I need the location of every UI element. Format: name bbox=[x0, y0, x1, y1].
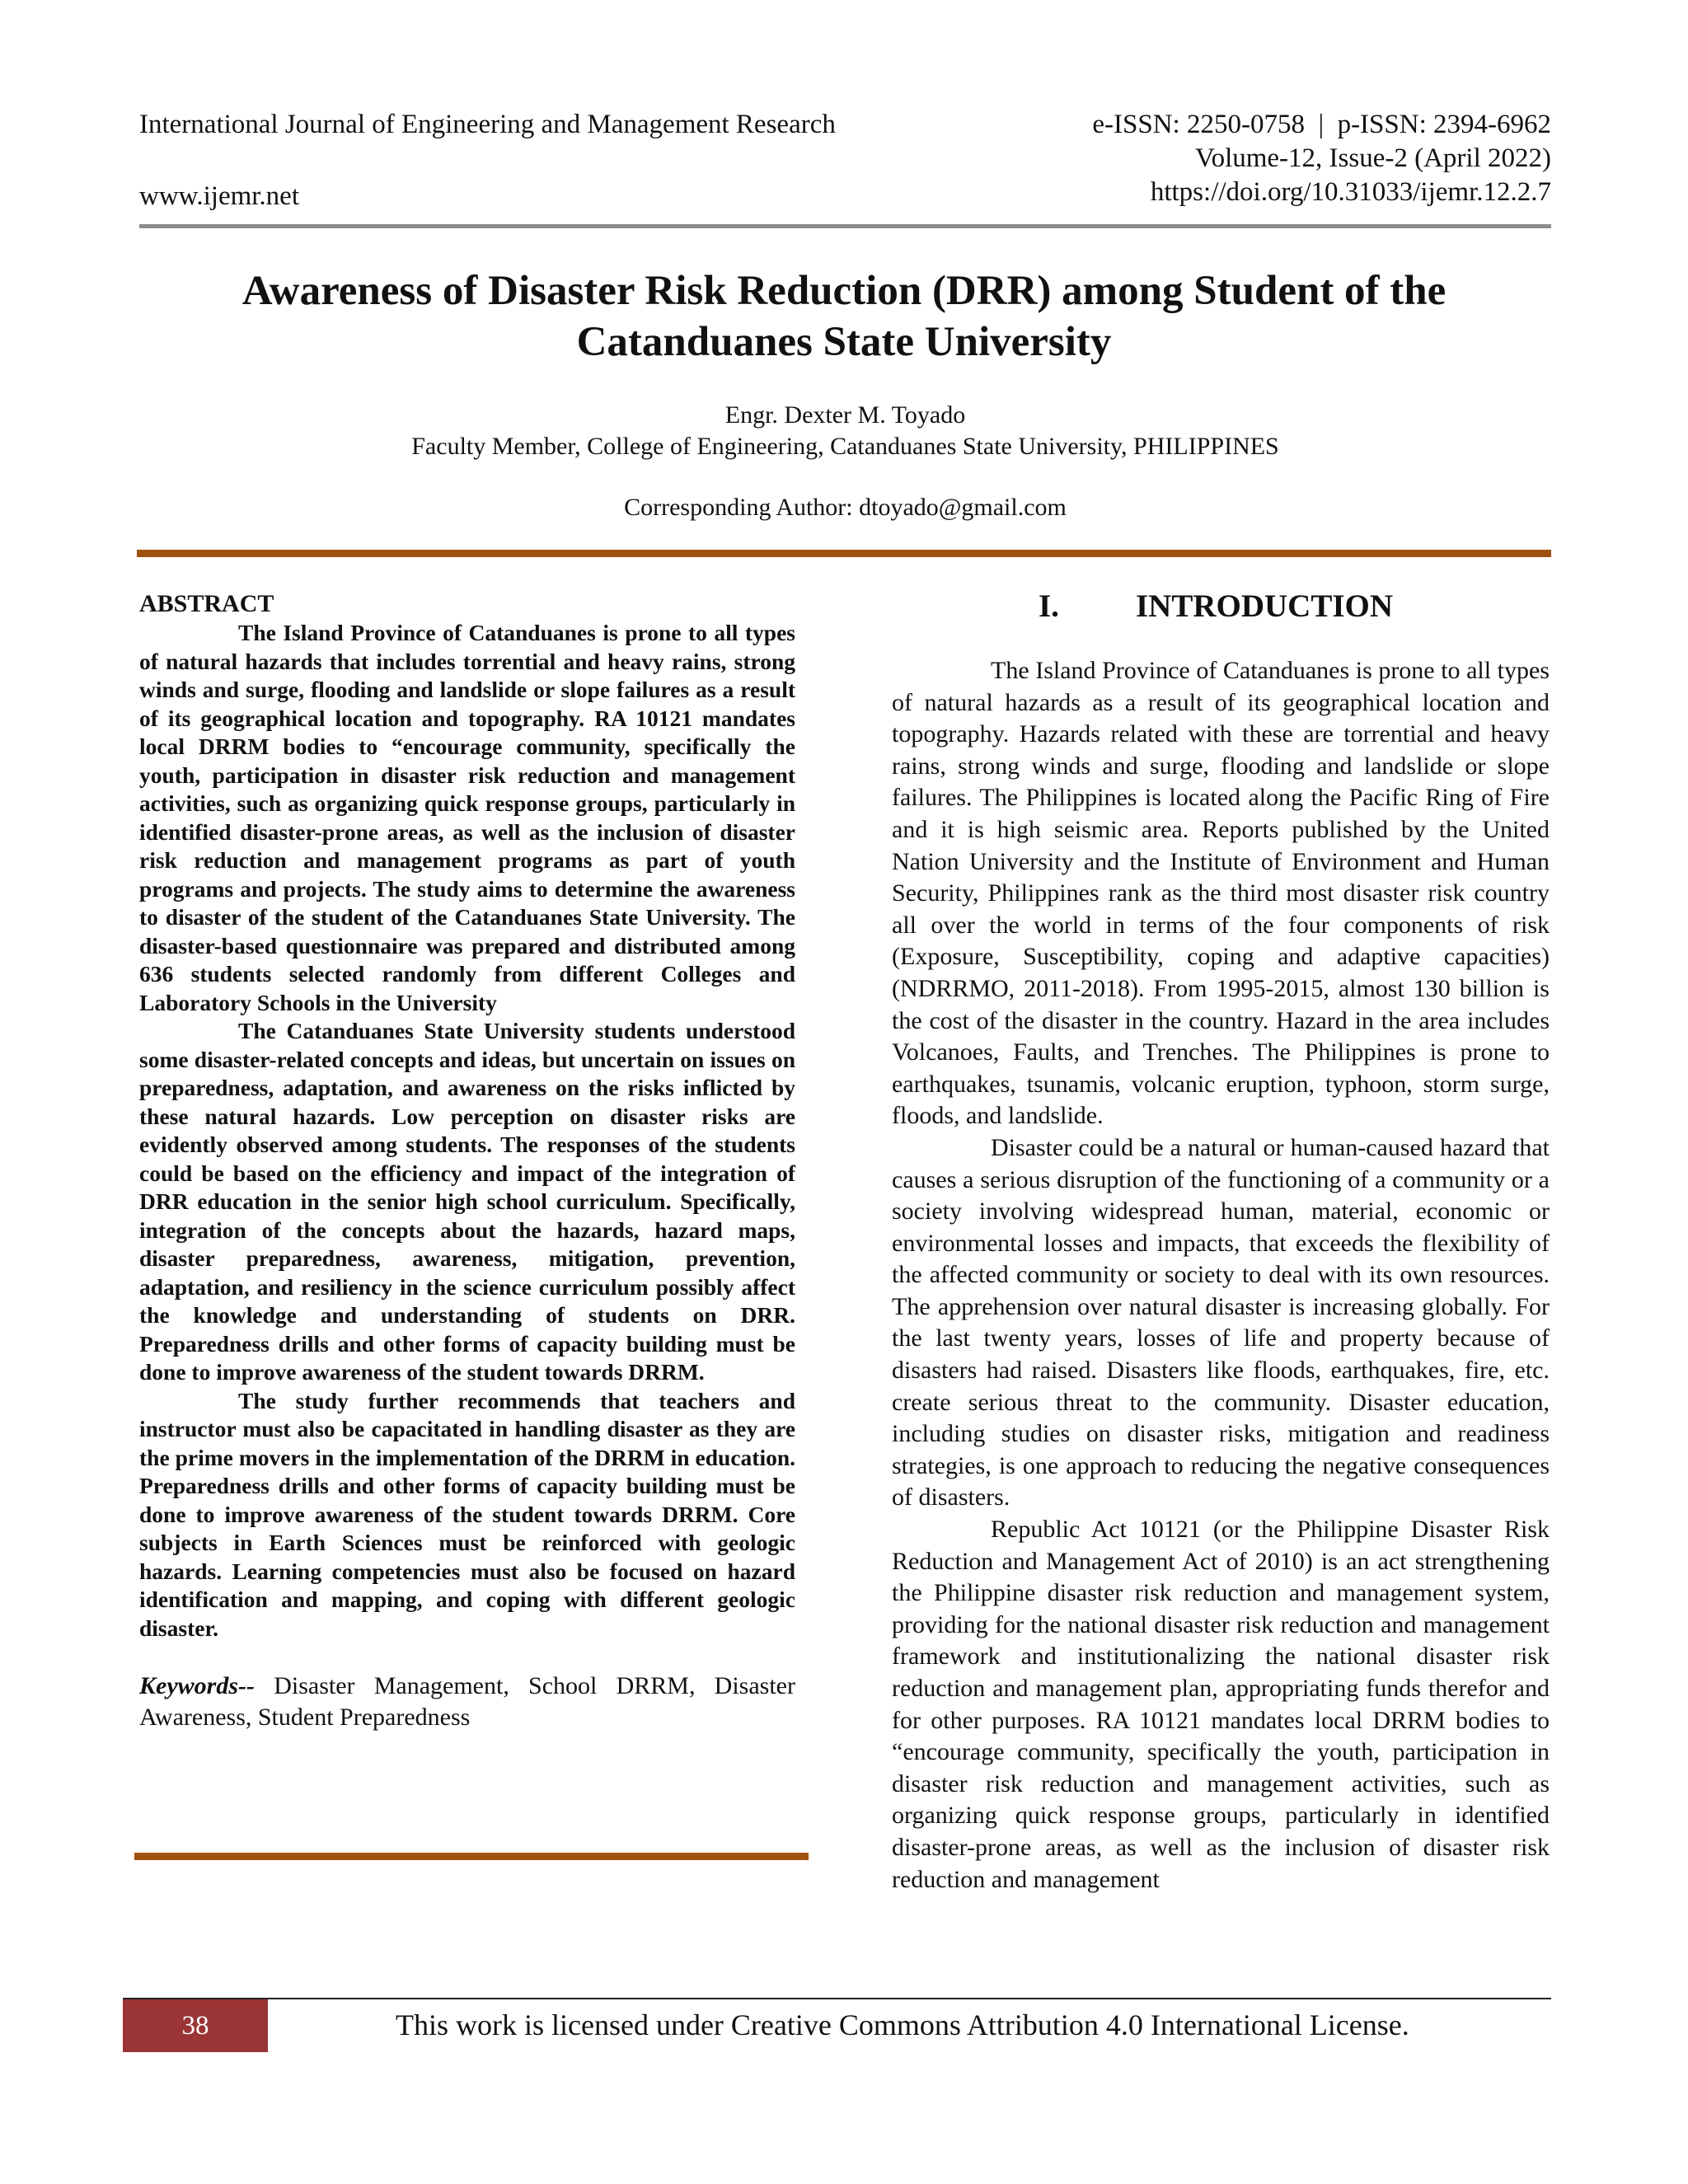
journal-meta bbox=[1092, 108, 1551, 209]
title-divider bbox=[137, 550, 1551, 557]
paper-title bbox=[165, 265, 1523, 368]
corresponding-author: Corresponding Author: dtoyado@gmail.com bbox=[624, 494, 1067, 521]
introduction-paragraph-3: Republic Act 10121 (or the Philippine Disaster Risk Reduction and Management Act of 2010) is an act strengthening the Philippine disaster risk reduction and management system, providing for the national disaster risk reduction and management framework and institutionalizing the national disaster risk reduction and management plan, appropriating funds therefor and for other purposes. RA 10121 mandates local DRRM bodies to “encourage community, specifically the youth, participation in disaster risk reduction and management activities, such as organizing quick response groups, particularly in identified disaster-prone areas, as well as the inclusion of disaster risk reduction and management bbox=[892, 1516, 1550, 1893]
volume-line: Volume-12, Issue-2 (April 2022) bbox=[1195, 143, 1551, 173]
section-number: I. bbox=[1039, 588, 1059, 624]
footer-divider bbox=[123, 1998, 1551, 1999]
author-name: Engr. Dexter M. Toyado bbox=[724, 401, 966, 429]
journal-name: International Journal of Engineering and Management Research bbox=[139, 110, 836, 139]
introduction-section bbox=[892, 655, 1550, 1896]
doi-line: https://doi.org/10.31033/ijemr.12.2.7 bbox=[1150, 177, 1551, 207]
title-line-1: Awareness of Disaster Risk Reduction (DRR) among Student of the bbox=[241, 268, 1447, 314]
keywords-list: Disaster Management, School DRRM, Disaster Awareness, Student Preparedness bbox=[139, 1672, 795, 1731]
abstract-heading: ABSTRACT bbox=[139, 590, 274, 617]
author-affiliation: Faculty Member, College of Engineering, Catanduanes State University, PHILIPPINES bbox=[411, 433, 1279, 460]
introduction-paragraph-1: The Island Province of Catanduanes is prone to all types of natural hazards as a result of its geographical location and topography. Hazards related with these are torrential and heavy rains, strong winds and surge, flooding and landslide or slope failures. The Philippines is located along the Pacific Ring of Fire and it is high seismic area. Reports published by the United Nation University and the Institute of Environment and Human Security, Philippines rank as the third most disaster risk country all over the world in terms of the four components of risk (Exposure, Susceptibility, coping and adaptive capacities) (NDRRMO, 2011-2018). From 1995-2015, almost 130 billion is the cost of the disaster in the country. Hazard in the area includes Volcanoes, Faults, and Trenches. The Philippines is prone to earthquakes, tsunamis, volcanic eruption, typhoon, storm surge, floods, and landslide. bbox=[892, 657, 1550, 1130]
keywords bbox=[139, 1671, 795, 1733]
section-title: INTRODUCTION bbox=[1136, 588, 1394, 624]
keywords-label: Keywords-- bbox=[139, 1672, 255, 1699]
abstract-section bbox=[139, 589, 795, 1733]
abstract-paragraph-1: The Island Province of Catanduanes is prone to all types of natural hazards that includes torrential and heavy rains, strong winds and surge, flooding and landslide or slope failures as a result of its geographical location and topography. RA 10121 mandates local DRRM bodies to “encourage community, specifically the youth, participation in disaster risk reduction and management activities, such as organizing quick response groups, particularly in identified disaster-prone areas, as well as the inclusion of disaster risk reduction and management programs as part of youth programs and projects. The study aims to determine the awareness to disaster of the student of the Catanduanes State University. The disaster-based questionnaire was prepared and distributed among 636 students selected randomly from different Colleges and Laboratory Schools in the University bbox=[139, 620, 795, 1015]
journal-website: www.ijemr.net bbox=[139, 181, 299, 211]
abstract-paragraph-2: The Catanduanes State University students understood some disaster-related concepts and ideas, but uncertain on issues on preparedness, adaptation, and awareness on the risks inflicted by these natural hazards. Low perception on disaster risks are evidently observed among students. The responses of the students could be based on the efficiency and impact of the integration of DRR education in the senior high school curriculum. Specifically, integration of the concepts about the hazards, hazard maps, disaster preparedness, awareness, mitigation, prevention, adaptation, and resiliency in the science curriculum possibly affect the knowledge and understanding of students on DRR. Preparedness drills and other forms of capacity building must be done to improve awareness of the student towards DRRM. bbox=[139, 1018, 795, 1385]
license-statement: This work is licensed under Creative Commons Attribution 4.0 International License. bbox=[396, 2008, 1409, 2041]
header-divider bbox=[139, 224, 1551, 228]
abstract-paragraph-3: The study further recommends that teachers and instructor must also be capacitated in handling disaster as they are the prime movers in the implementation of the DRRM in education. Preparedness drills and other forms of capacity building must be done to improve awareness of the student towards DRRM. Core subjects in Earth Sciences must be reinforced with geologic hazards. Learning competencies must also be focused on hazard identification and mapping, and coping with different geologic disaster. bbox=[139, 1387, 795, 1641]
page-number: 38 bbox=[123, 1999, 268, 2052]
abstract-divider bbox=[134, 1853, 809, 1860]
issn-line: e-ISSN: 2250-0758 | p-ISSN: 2394-6962 bbox=[1092, 110, 1551, 139]
introduction-paragraph-2: Disaster could be a natural or human-caused hazard that causes a serious disruption of the functioning of a community or a society involving widespread human, material, economic or environmental losses and impacts, that exceeds the flexibility of the affected community or society to deal with its own resources. The apprehension over natural disaster is increasing globally. For the last twenty years, losses of life and property because of disasters had raised. Disasters like floods, earthquakes, fire, etc. create serious threat to the community. Disaster education, including studies on disaster risks, mitigation and readiness strategies, is one approach to reducing the negative consequences of disasters. bbox=[892, 1133, 1550, 1511]
title-line-2: Catanduanes State University bbox=[576, 319, 1112, 365]
